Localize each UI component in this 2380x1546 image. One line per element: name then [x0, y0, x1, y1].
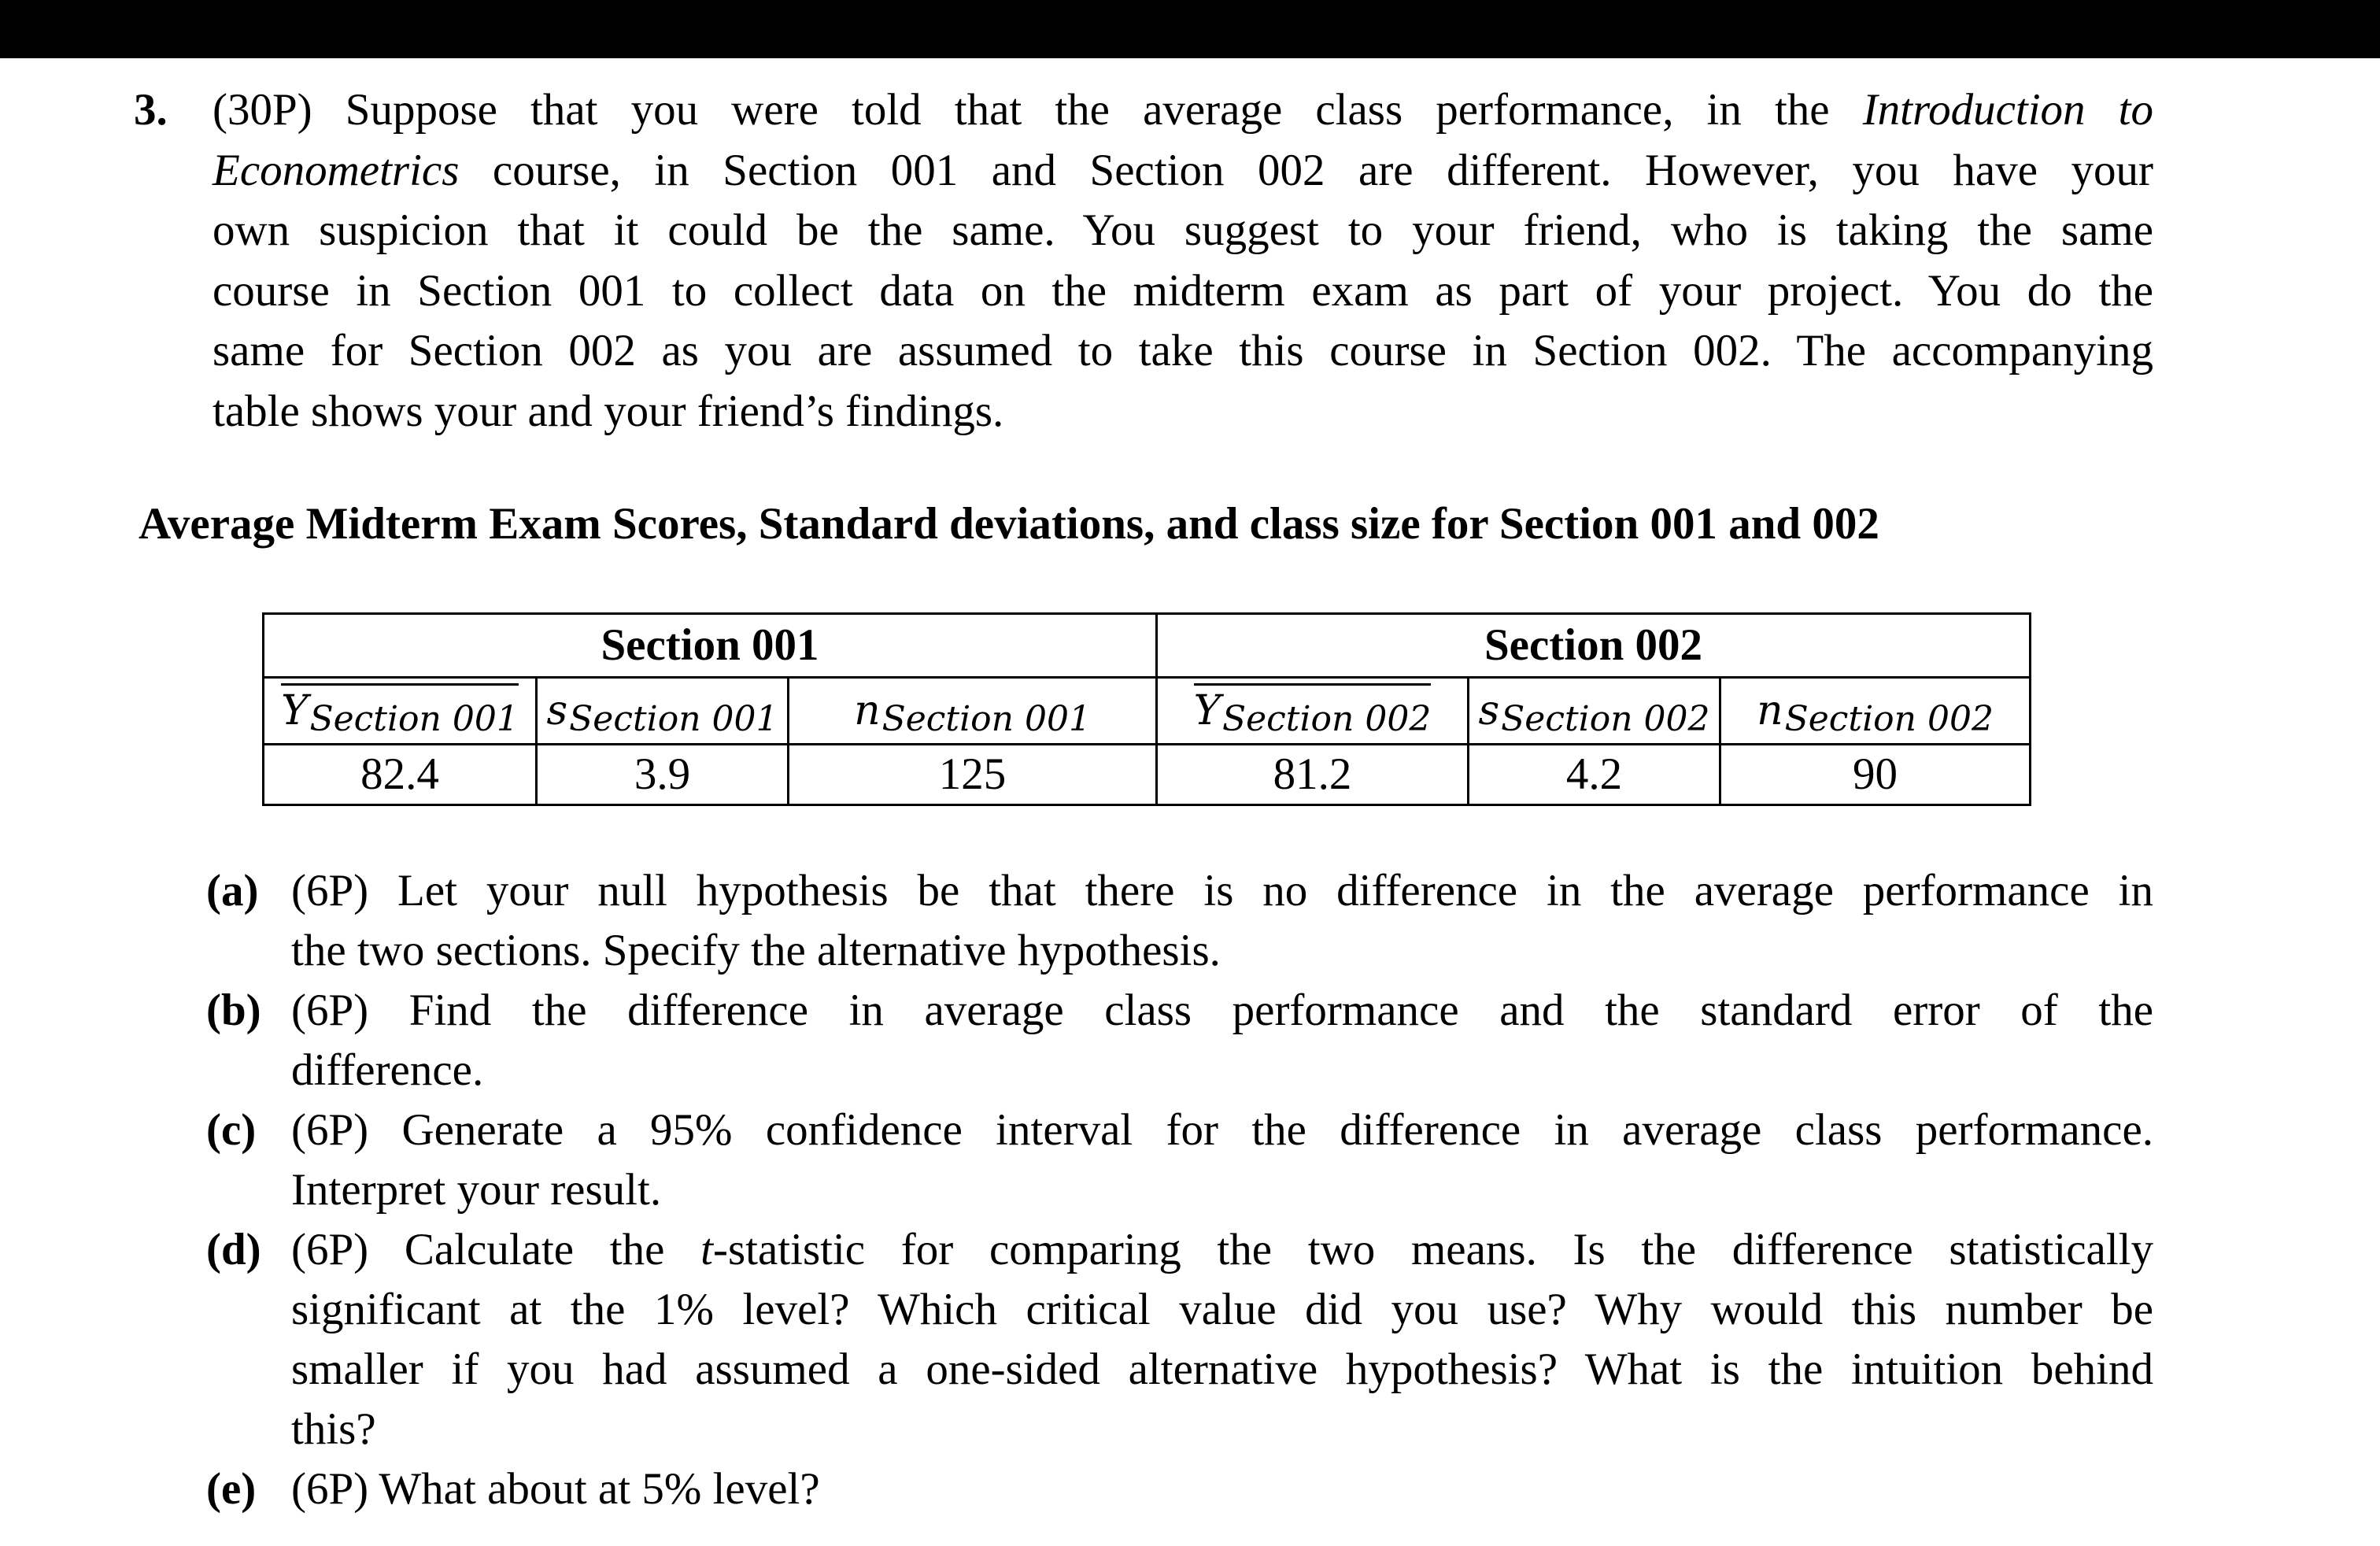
- part-text-line: (6P) Generate a 95% confidence interval for the difference in average class performance.: [291, 1105, 2153, 1155]
- group-header-section-002: Section 002: [1157, 614, 2031, 678]
- data-table: [262, 612, 2031, 806]
- intro-line: (30P) Suppose that you were told that the average class performance, in the Introduction to: [213, 85, 2153, 135]
- table-caption: Average Midterm Exam Scores, Standard deviations, and class size for Section 001 and 002: [139, 499, 1879, 549]
- part-text-line: Interpret your result.: [291, 1165, 662, 1215]
- part-d: [206, 1220, 2153, 1459]
- value-row: [264, 745, 2031, 805]
- intro-line: own suspicion that it could be the same. You suggest to your friend, who is taking the same: [213, 205, 2153, 255]
- column-symbol-y-section-001: $Y_{Section 001}$: [264, 678, 537, 745]
- column-symbol-y-section-002: $Y_{Section 002}$: [1157, 678, 1469, 745]
- t-symbol: t: [700, 1225, 713, 1274]
- question-intro: [213, 80, 2153, 442]
- part-text-line: (6P) Let your null hypothesis be that there is no difference in the average performance in: [291, 866, 2153, 915]
- part-c: [206, 1100, 2153, 1220]
- column-symbol-n-section-001: $n_{Section 001}$: [789, 678, 1157, 745]
- column-symbol-n-section-002: $n_{Section 002}$: [1720, 678, 2031, 745]
- part-text-line: this?: [291, 1404, 376, 1454]
- column-value: 82.4: [264, 745, 537, 805]
- part-label: (c): [206, 1105, 257, 1155]
- part-label: (b): [206, 986, 261, 1035]
- intro-line: Econometrics course, in Section 001 and Section 002 are different. However, you have your: [213, 145, 2153, 195]
- part-b: [206, 981, 2153, 1100]
- part-text-line: the two sections. Specify the alternative hypothesis.: [291, 926, 1221, 975]
- part-text-line: (6P) Calculate the t-statistic for comparing the two means. Is the difference statistically: [291, 1225, 2153, 1274]
- part-text-line: smaller if you had assumed a one-sided alternative hypothesis? What is the intuition behind: [291, 1344, 2153, 1394]
- part-text-line: difference.: [291, 1045, 484, 1095]
- part-text-line: (6P) Find the difference in average class performance and the standard error of the: [291, 986, 2153, 1035]
- intro-line: same for Section 002 as you are assumed to take this course in Section 002. The accompanying: [213, 326, 2153, 375]
- column-value: 90: [1720, 745, 2031, 805]
- intro-line: course in Section 001 to collect data on the midterm exam as part of your project. You do the: [213, 265, 2153, 316]
- column-value: 4.2: [1469, 745, 1720, 805]
- group-header-section-001: Section 001: [264, 614, 1157, 678]
- course-name: Econometrics: [213, 145, 460, 195]
- symbol-row: [264, 678, 2031, 745]
- part-e: [206, 1459, 2153, 1519]
- question-parts: [206, 861, 2153, 1519]
- top-black-bar: [0, 0, 2380, 58]
- intro-line: table shows your and your friend’s findings.: [213, 386, 1004, 436]
- part-text-line: significant at the 1% level? Which critical value did you use? Why would this number be: [291, 1285, 2153, 1334]
- column-value: 81.2: [1157, 745, 1469, 805]
- column-value: 3.9: [537, 745, 789, 805]
- column-value: 125: [789, 745, 1157, 805]
- part-a: [206, 861, 2153, 981]
- part-text-line: (6P) What about at 5% level?: [291, 1464, 820, 1514]
- part-label: (e): [206, 1464, 257, 1514]
- part-label: (d): [206, 1225, 261, 1274]
- part-label: (a): [206, 866, 259, 915]
- course-name: Introduction to: [1862, 85, 2153, 135]
- column-symbol-s-section-002: $s_{Section 002}$: [1469, 678, 1720, 745]
- question-number: 3.: [134, 85, 168, 135]
- column-symbol-s-section-001: $s_{Section 001}$: [537, 678, 789, 745]
